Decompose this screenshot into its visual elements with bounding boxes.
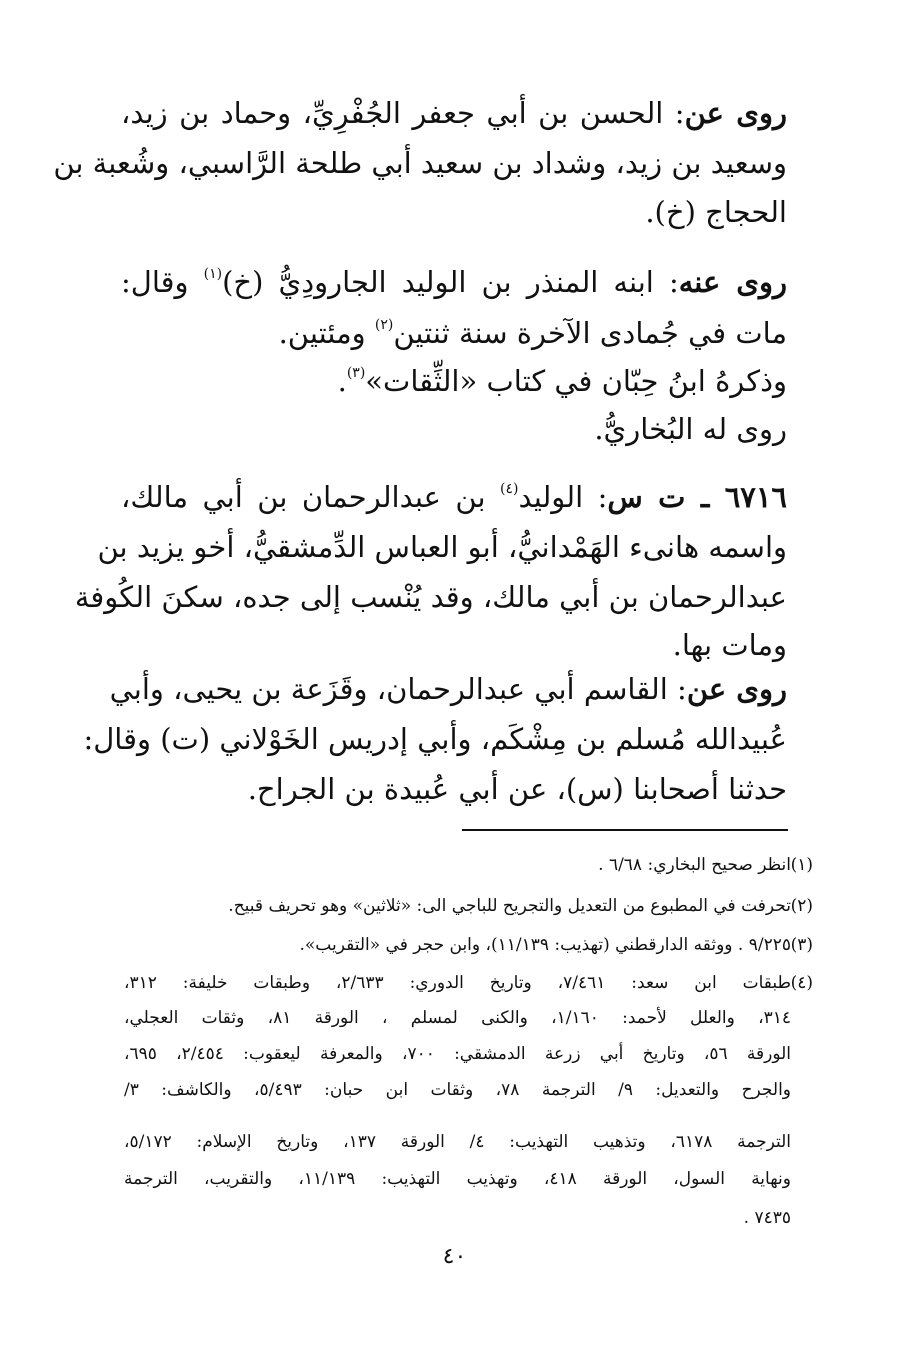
text-line: عبدالرحمان بن أبي مالك، وقد يُنْسب إلى جده، سكنَ الكُوفة [74,580,787,614]
text-line: الحجاج (خ). [645,195,787,229]
footnote-number: (٤) [790,973,813,993]
text-line: وذكرهُ ابنُ حِبّان في كتاب «الثِّقات»$^{(٣)}$. [337,364,787,398]
footnote-divider [462,829,788,831]
footnote-text: ٧٤٣٥ . [743,1208,791,1228]
footnote-number: (١) [790,855,813,875]
text-line: مات في جُمادى الآخرة سنة ثنتين$^{(٢)}$ ومئتين. [278,316,787,350]
entry-number: ٦٧١٦ ـ ت س [607,480,787,514]
footnote-number: (٣) [790,935,813,955]
footnote-ref: (٤) [500,481,519,497]
narrated-from-label: روى عن [686,672,787,706]
footnote-ref: (١) [203,266,223,282]
text-line: حدثنا أصحابنا (س)، عن أبي عُبيدة بن الجراح. [247,772,787,806]
footnote-ref: (٣) [346,365,366,381]
footnote-text: ونهاية السول، الورقة ٤١٨، وتهذيب التهذيب: ١١/١٣٩، والتقريب، الترجمة [124,1169,791,1189]
footnote-text: انظر صحيح البخاري: ٦/٦٨ . [598,855,791,875]
text-line: روى عنه: ابنه المنذر بن الوليد الجارودِيُّ (خ)$^{(١)}$ وقال: [121,265,787,299]
text-line: روى عن: الحسن بن أبي جعفر الجُفْرِيِّ، وحماد بن زيد، [121,96,787,130]
footnote-text: ٩/٢٢٥ . ووثقه الدارقطني (تهذيب: ١١/١٣٩)، وابن حجر في «التقريب». [299,935,791,955]
footnote-ref: (٢) [374,317,394,333]
page-number: ٤٠ [442,1244,467,1269]
footnote-text: والجرح والتعديل: ٩/ الترجمة ٧٨، وثقات ابن حبان: ٥/٤٩٣، والكاشف: ٣/ [124,1080,792,1100]
text-line: روى له البُخاريُّ. [594,412,787,446]
footnote-text: ٣١٤، والعلل لأحمد: ١/١٦٠، والكنى لمسلم ، الورقة ٨١، وثقات العجلي، [124,1008,792,1028]
footnote-text: تحرفت في المطبوع من التعديل والتجريح للباجي الى: «ثلاثين» وهو تحريف قبيح. [228,896,791,916]
text-line: عُبيدالله مُسلم بن مِشْكَم، وأبي إدريس الخَوْلاني (ت) وقال: [83,722,787,756]
footnote-number: (٢) [790,896,813,916]
text-line: ومات بها. [672,628,787,662]
text-line: ٦٧١٦ ـ ت س: الوليد$^{(٤)}$ بن عبدالرحمان بن أبي مالك، [121,480,787,514]
footnote-text: الترجمة ٦١٧٨، وتذهيب التهذيب: ٤/ الورقة ١٣٧، وتاريخ الإسلام: ٥/١٧٢، [124,1132,792,1152]
narrated-from-label: روى عن [684,96,787,130]
text-line: وسعيد بن زيد، وشداد بن سعيد أبي طلحة الرَّاسبي، وشُعبة بن [53,146,787,180]
narrated-by-label: روى عنه [678,265,787,299]
footnote-text: الورقة ٥٦، وتاريخ أبي زرعة الدمشقي: ٧٠٠، والمعرفة ليعقوب: ٢/٤٥٤، ٦٩٥، [124,1044,791,1064]
text-line: روى عن: القاسم أبي عبدالرحمان، وقَزَعة بن يحيى، وأبي [109,672,787,706]
text-line: واسمه هانىء الهَمْدانيُّ، أبو العباس الدِّمشقيُّ، أخو يزيد بن [97,530,787,564]
footnote-text: طبقات ابن سعد: ٧/٤٦١، وتاريخ الدوري: ٢/٦٣٣، وطبقات خليفة: ٣١٢، [124,973,792,993]
